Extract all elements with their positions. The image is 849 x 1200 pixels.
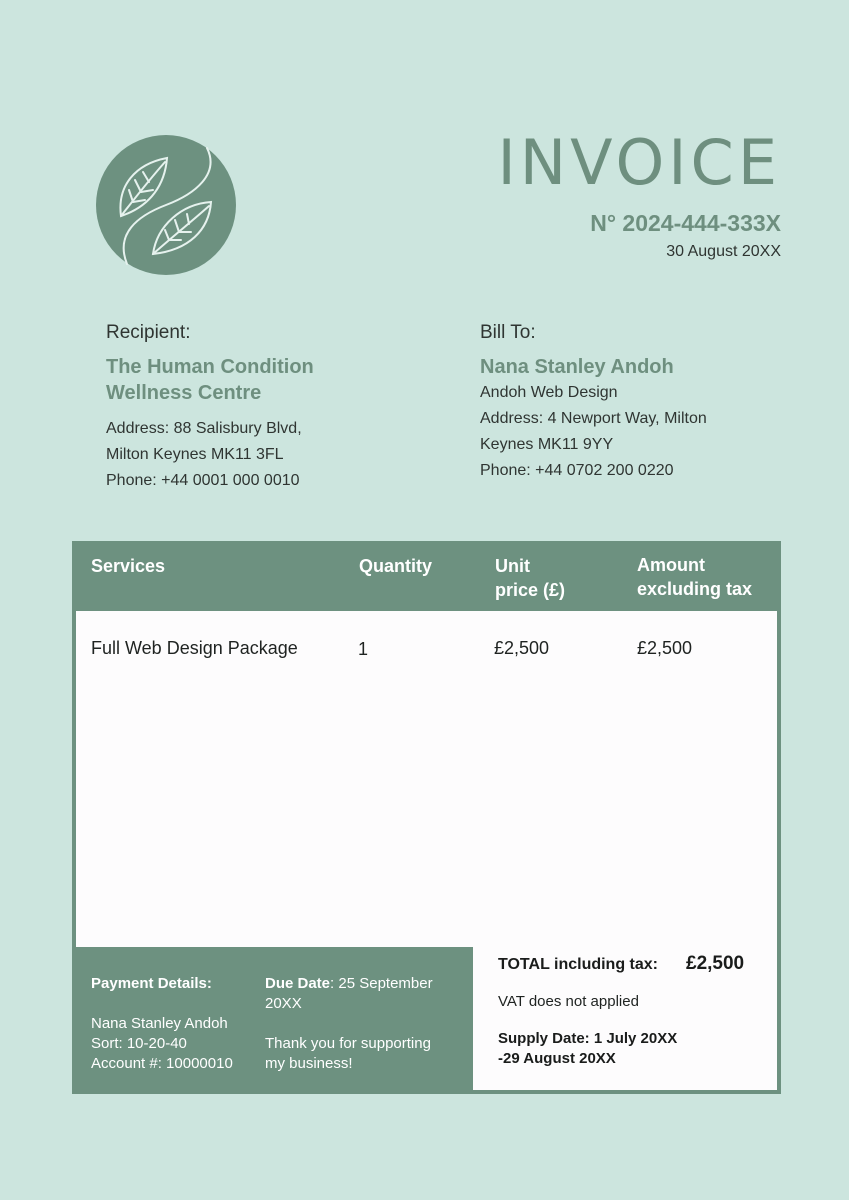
recipient-address-line2: Milton Keynes MK11 3FL [106,446,284,463]
leaf-logo-icon [95,134,237,276]
vat-note: VAT does not applied [498,993,639,1010]
invoice-number: N° 2024-444-333X [590,210,781,236]
payment-account: Account #: 10000010 [91,1055,233,1072]
supply-date-line2: -29 August 20XX [498,1050,616,1067]
due-date-label: Due Date [265,975,331,992]
bill-to-phone: Phone: +44 0702 200 0220 [480,462,674,479]
due-date [265,974,465,994]
row-unit-price: £2,500 [494,638,550,658]
header-amount-line2: excluding tax [637,579,753,599]
table-body [76,611,777,947]
supply-date-line1: Supply Date: 1 July 20XX [498,1030,678,1047]
bill-to-block [480,322,800,484]
header-amount-line1: Amount [637,555,705,575]
header-unit-price-line2: price (£) [495,580,566,600]
recipient-block [106,322,436,494]
payment-heading: Payment Details: [91,975,212,992]
bill-to-address-line2: Keynes MK11 9YY [480,436,614,453]
bill-to-heading: Bill To: [480,322,536,343]
invoice-date: 30 August 20XX [666,243,781,260]
row-quantity: 1 [358,639,369,659]
recipient-name-line1: The Human Condition [106,356,314,378]
header-unit-price-line1: Unit [495,556,530,576]
bill-to-name: Nana Stanley Andoh [480,356,674,378]
recipient-name-line2: Wellness Centre [106,382,262,404]
thanks-line2: my business! [265,1055,353,1072]
total-value: £2,500 [686,953,745,974]
header-amount [637,553,752,601]
header-unit-price [495,554,565,602]
due-date-value-line1: : 25 September [330,975,433,992]
payment-details [91,974,261,1074]
header-services: Services [91,556,166,576]
total-label: TOTAL including tax: [498,956,658,973]
payment-name: Nana Stanley Andoh [91,1015,228,1032]
header-quantity: Quantity [359,556,433,576]
payment-sort: Sort: 10-20-40 [91,1035,187,1052]
supply-date [498,1029,677,1069]
bill-to-address-line1: Address: 4 Newport Way, Milton [480,410,707,427]
due-date-block [265,974,465,1074]
invoice-title: INVOICE [497,126,781,199]
recipient-address-line1: Address: 88 Salisbury Blvd, [106,420,302,437]
row-amount: £2,500 [637,638,693,658]
bill-to-company: Andoh Web Design [480,384,618,401]
recipient-heading: Recipient: [106,322,191,343]
due-date-value-line2: 20XX [265,995,302,1012]
recipient-phone: Phone: +44 0001 000 0010 [106,472,300,489]
thanks-line1: Thank you for supporting [265,1035,431,1052]
row-service: Full Web Design Package [91,638,298,658]
